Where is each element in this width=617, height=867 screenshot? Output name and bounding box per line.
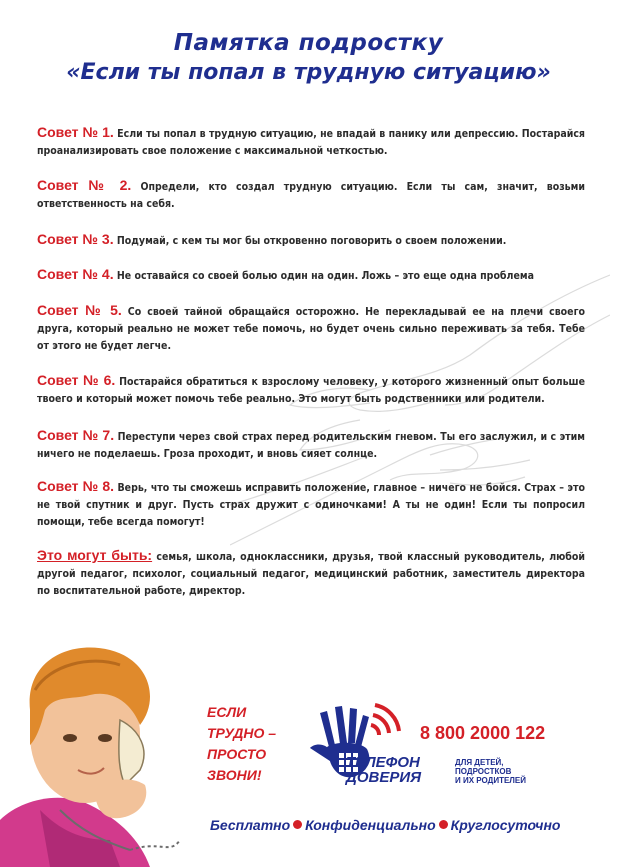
call-slogan	[207, 702, 297, 786]
boy-on-phone-illustration	[0, 640, 200, 867]
tip-text: Со своей тайной обращайся осторожно. Не перекладывай ее на плечи своего друга, который реально не может тебе помочь, но будет очень сильно переживать за тебя. Тебе от этого не будет легче.	[37, 306, 586, 352]
tip-text: Если ты попал в трудную ситуацию, не впадай в панику или депрессию. Постарайся проанализировать свое положение с максимальной четкостью.	[37, 128, 585, 157]
hotline-sub-line: ПОДРОСТКОВ	[455, 767, 512, 776]
call-line: ЗВОНИ!	[207, 767, 262, 783]
tip-8	[37, 478, 585, 531]
page-subtitle: «Если ты попал в трудную ситуацию»	[66, 60, 551, 85]
footer-item: Круглосуточно	[450, 817, 561, 833]
footer-item: Бесплатно	[210, 817, 291, 833]
tip-label: Совет № 4.	[37, 266, 114, 282]
tip-4	[37, 266, 585, 285]
call-line: ЕСЛИ	[207, 704, 247, 720]
tip-1	[37, 124, 585, 160]
hotline-subtitle	[455, 758, 526, 785]
call-line: ТРУДНО –	[207, 725, 277, 741]
tip-text: Верь, что ты сможешь исправить положение, главное – ничего не бойся. Страх – это не твой спутник и друг. Пусть страх дружит с одиночками! А ты не один! Если ты попросил помощи, тебе всегда помогут!	[37, 482, 585, 528]
footer-features	[210, 817, 560, 833]
tip-label: Совет № 7.	[37, 427, 115, 443]
tip-3	[37, 231, 585, 250]
tip-text: семья, школа, одноклассники, друзья, твой классный руководитель, любой другой педагог, психолог, социальный педагог, медицинский работник, заместитель директора по воспитательной работе, директор.	[37, 551, 586, 597]
hotline-name-line: ТЕЛЕФОН	[346, 754, 420, 771]
hotline-phone-number[interactable]: 8 800 2000 122	[420, 723, 546, 743]
call-line: ПРОСТО	[207, 746, 267, 762]
tip-who	[37, 547, 585, 600]
hotline-name-line: ДОВЕРИЯ	[346, 769, 422, 786]
tip-text: Не оставайся со своей болью один на один. Ложь – это еще одна проблема	[113, 270, 534, 282]
tip-text: Переступи через свой страх перед родительским гневом. Ты его заслужил, и с этим ничего не поделаешь. Гроза проходит, и вновь сияет солнце.	[37, 431, 585, 460]
footer-item: Конфиденциально	[305, 817, 436, 833]
bullet-dot-icon	[439, 820, 448, 829]
tip-label: Совет № 1.	[37, 124, 114, 140]
tip-2	[37, 177, 585, 213]
tip-label: Совет № 2.	[37, 177, 132, 193]
tip-text: Постарайся обратиться к взрослому человеку, у которого жизненный опыт больше твоего и который может помочь тебе реально. Это могут быть родственники или родители.	[37, 376, 585, 405]
tip-7	[37, 427, 585, 463]
tip-text: Определи, кто создал трудную ситуацию. Если ты сам, значит, возьми ответственность на себя.	[37, 181, 585, 210]
page-title: Памятка подростку	[173, 30, 444, 56]
tip-label: Совет № 5.	[37, 302, 122, 318]
tip-label: Это могут быть:	[37, 547, 153, 563]
hotline-sub-line: ДЛЯ ДЕТЕЙ,	[455, 758, 504, 767]
tip-6	[37, 372, 585, 408]
tip-text: Подумай, с кем ты мог бы откровенно поговорить о своем положении.	[113, 235, 507, 247]
hotline-sub-line: И ИХ РОДИТЕЛЕЙ	[455, 776, 526, 785]
tip-label: Совет № 8.	[37, 478, 115, 494]
hotline-name	[346, 755, 421, 785]
tip-label: Совет № 3.	[37, 231, 114, 247]
tip-label: Совет № 6.	[37, 372, 116, 388]
tip-5	[37, 302, 585, 355]
bullet-dot-icon	[293, 820, 302, 829]
